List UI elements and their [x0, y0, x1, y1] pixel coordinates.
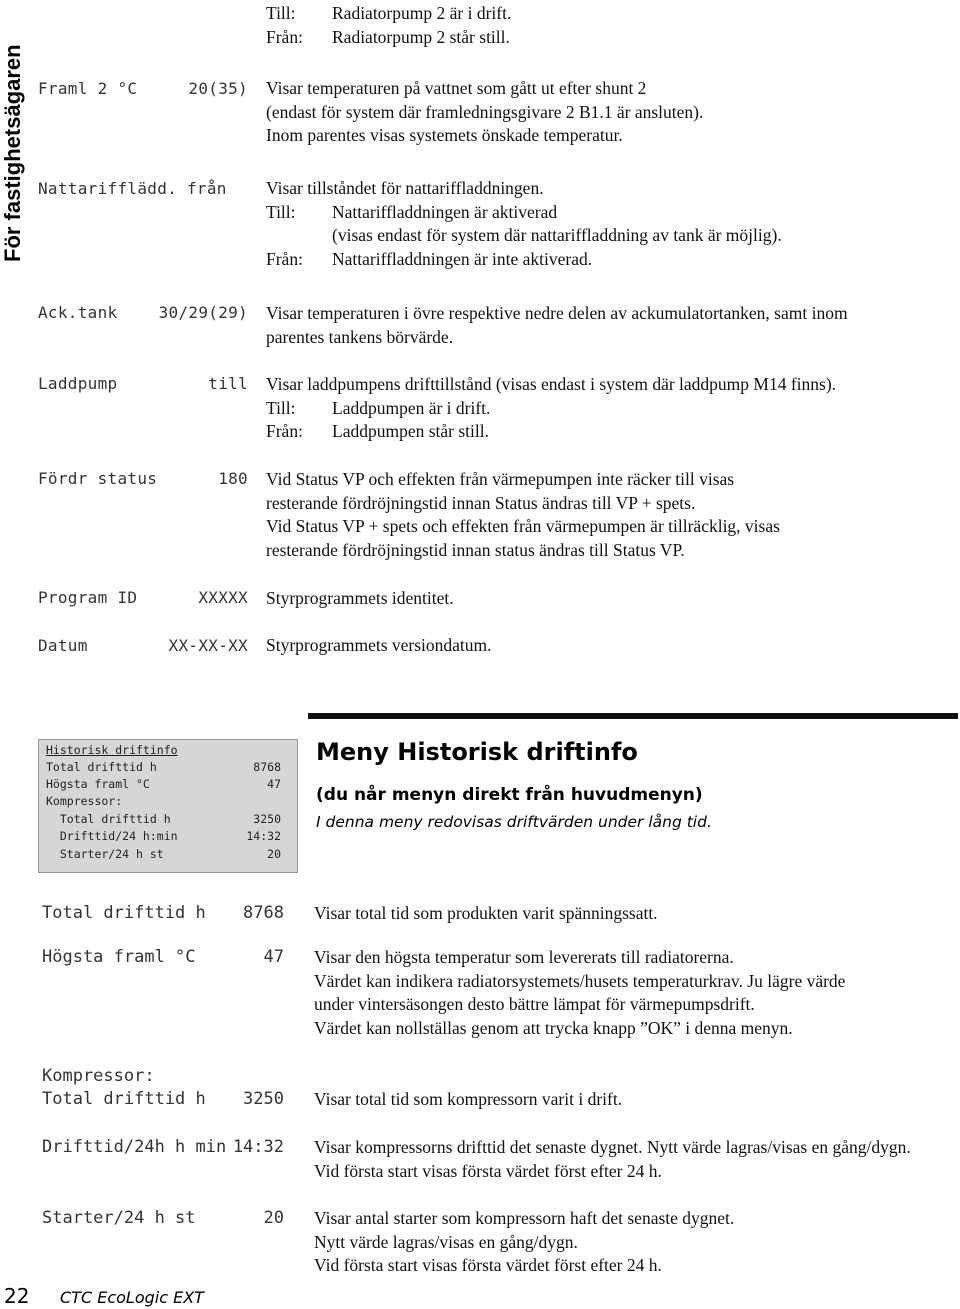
lcd-label-laddpump: Laddpump [38, 374, 118, 393]
menu-display [38, 739, 298, 873]
fran-text: Nattariffladdningen är inte aktiverad. [332, 249, 593, 270]
desc-line: Visar total tid som produkten varit spänningssatt. [314, 903, 658, 923]
fran-text: Laddpumpen står still. [332, 421, 489, 442]
desc-line: Vid första start visas första värdet först efter 24 h. [314, 1160, 662, 1181]
side-label: För fastighetsägaren [0, 44, 25, 262]
desc-line: resterande fördröjningstid innan Status ändras till VP + spets. [266, 492, 696, 513]
till-text: Radiatorpump 2 är i drift. [332, 3, 512, 23]
desc-line: Visar den högsta temperatur som levererats till radiatorerna. [314, 947, 734, 967]
lcd-value-acktank: 30/29(29) [158, 303, 248, 322]
fran-label: Från: [266, 26, 303, 47]
lcd-value-fordr-status: 180 [218, 469, 248, 488]
desc-fordr-status [266, 468, 780, 563]
menu-row-label: Drifttid/24 h:min [46, 829, 178, 843]
till-label: Till: [266, 3, 296, 23]
menu-row-label: Total drifttid h [46, 812, 171, 826]
lcd-value-program-id: XXXXX [198, 588, 248, 607]
menu-row-value: 3250 [253, 812, 281, 826]
desc-line: Inom parentes visas systemets önskade temperatur. [266, 125, 623, 146]
lcd-value-datum: XX-XX-XX [168, 636, 248, 655]
desc-line: Vid första start visas första värdet först efter 24 h. [314, 1255, 662, 1276]
menu-row-label: Högsta framl °C [46, 777, 150, 791]
desc-line: Visar total tid som kompressorn varit i drift. [314, 1089, 623, 1109]
pump2-status [266, 2, 511, 49]
lcd-label-drifttid-24h: Drifttid/24h h min [42, 1137, 227, 1157]
lcd-value-starter-24h: 20 [263, 1208, 284, 1228]
desc-line: parentes tankens börvärde. [266, 326, 454, 347]
lcd-label-hogsta-framl: Högsta framl °C [42, 947, 196, 967]
desc-line: Vid Status VP + spets och effekten från värmepumpen är tillräcklig, visas [266, 516, 780, 537]
desc-acktank [266, 302, 848, 349]
menu-row-value: 8768 [253, 760, 281, 774]
lcd-label-kompressor: Kompressor: [42, 1066, 155, 1086]
desc-nattariff [266, 177, 782, 272]
page-number: 22 [4, 1284, 30, 1308]
lcd-value-framl2: 20(35) [188, 79, 248, 98]
desc-line: Visar tillståndet för nattariffladdningen. [266, 178, 544, 198]
desc-line: Visar antal starter som kompressorn haft det senaste dygnet. [314, 1208, 735, 1228]
desc-framl2 [266, 77, 703, 148]
lcd-label-total-drifttid: Total drifttid h [42, 903, 206, 923]
desc-drifttid-24h [314, 1136, 911, 1183]
till-label: Till: [266, 201, 296, 222]
lcd-value-total-drifttid: 8768 [243, 903, 284, 923]
lcd-label-program-id: Program ID [38, 588, 138, 607]
lcd-value-laddpump: till [208, 374, 248, 393]
desc-laddpump [266, 373, 836, 444]
menu-row-label: Total drifttid h [46, 760, 157, 774]
lcd-value-hogsta-framl: 47 [263, 947, 284, 967]
desc-line: Visar kompressorns drifttid det senaste dygnet. Nytt värde lagras/visas en gång/dygn. [314, 1137, 911, 1157]
desc-line: resterande fördröjningstid innan status ändras till Status VP. [266, 540, 685, 561]
desc-total-drifttid [314, 902, 658, 926]
desc-hogsta-framl [314, 946, 845, 1041]
side-tab [0, 0, 30, 262]
lcd-value-drifttid-24h: 14:32 [232, 1137, 284, 1157]
lcd-label-nattariff: Nattarifflädd. från [38, 179, 227, 198]
desc-datum [266, 634, 492, 658]
lcd-value-komp-total-drifttid: 3250 [243, 1089, 284, 1109]
section-rule [308, 713, 958, 719]
lcd-label-acktank: Ack.tank [38, 303, 118, 322]
fran-text: Radiatorpump 2 står still. [332, 26, 510, 47]
desc-line: Styrprogrammets identitet. [266, 588, 454, 608]
desc-line: Visar temperaturen i övre respektive nedre delen av ackumulatortanken, samt inom [266, 303, 848, 323]
desc-line: Styrprogrammets versiondatum. [266, 635, 492, 655]
till-text: Nattariffladdningen är aktiverad [332, 201, 558, 222]
lcd-label-datum: Datum [38, 636, 88, 655]
desc-line: Visar temperaturen på vattnet som gått ut efter shunt 2 [266, 78, 647, 98]
till-text-cont: (visas endast för system där nattariffladdning av tank är möjlig). [332, 225, 782, 246]
menu-row-value: 20 [267, 847, 281, 861]
section-intro: I denna meny redovisas driftvärden under lång tid. [316, 813, 712, 831]
desc-line: Vid Status VP och effekten från värmepumpen inte räcker till visas [266, 469, 735, 489]
product-name: CTC EcoLogic EXT [60, 1288, 204, 1307]
desc-line: Värdet kan indikera radiatorsystemets/husets temperaturkrav. Ju lägre värde [314, 970, 846, 991]
desc-starter-24h [314, 1207, 734, 1278]
till-text: Laddpumpen är i drift. [332, 397, 491, 418]
desc-komp-total-drifttid [314, 1088, 622, 1112]
section-title: Meny Historisk driftinfo [316, 738, 638, 766]
lcd-label-komp-total-drifttid: Total drifttid h [42, 1089, 206, 1109]
desc-line: Nytt värde lagras/visas en gång/dygn. [314, 1231, 578, 1252]
fran-label: Från: [266, 421, 303, 442]
menu-title: Historisk driftinfo [46, 743, 178, 757]
desc-line: Värdet kan nollställas genom att trycka knapp ”OK” i denna menyn. [314, 1018, 793, 1039]
lcd-label-framl2: Framl 2 °C [38, 79, 138, 98]
menu-row-label: Kompressor: [46, 794, 123, 808]
desc-line: Visar laddpumpens drifttillstånd (visas endast i system där laddpump M14 finns). [266, 374, 837, 394]
desc-line: (endast för system där framledningsgivare 2 B1.1 är ansluten). [266, 101, 704, 122]
menu-row-label: Starter/24 h st [46, 847, 164, 861]
desc-line: under vintersäsongen desto bättre lämpat för värmepumpsdrift. [314, 994, 755, 1015]
section-subtitle: (du når menyn direkt från huvudmenyn) [316, 785, 703, 805]
desc-program-id [266, 587, 454, 611]
till-label: Till: [266, 397, 296, 418]
menu-row-value: 14:32 [246, 829, 281, 843]
lcd-label-fordr-status: Fördr status [38, 469, 158, 488]
lcd-label-starter-24h: Starter/24 h st [42, 1208, 196, 1228]
fran-label: Från: [266, 249, 303, 270]
menu-row-value: 47 [267, 777, 281, 791]
